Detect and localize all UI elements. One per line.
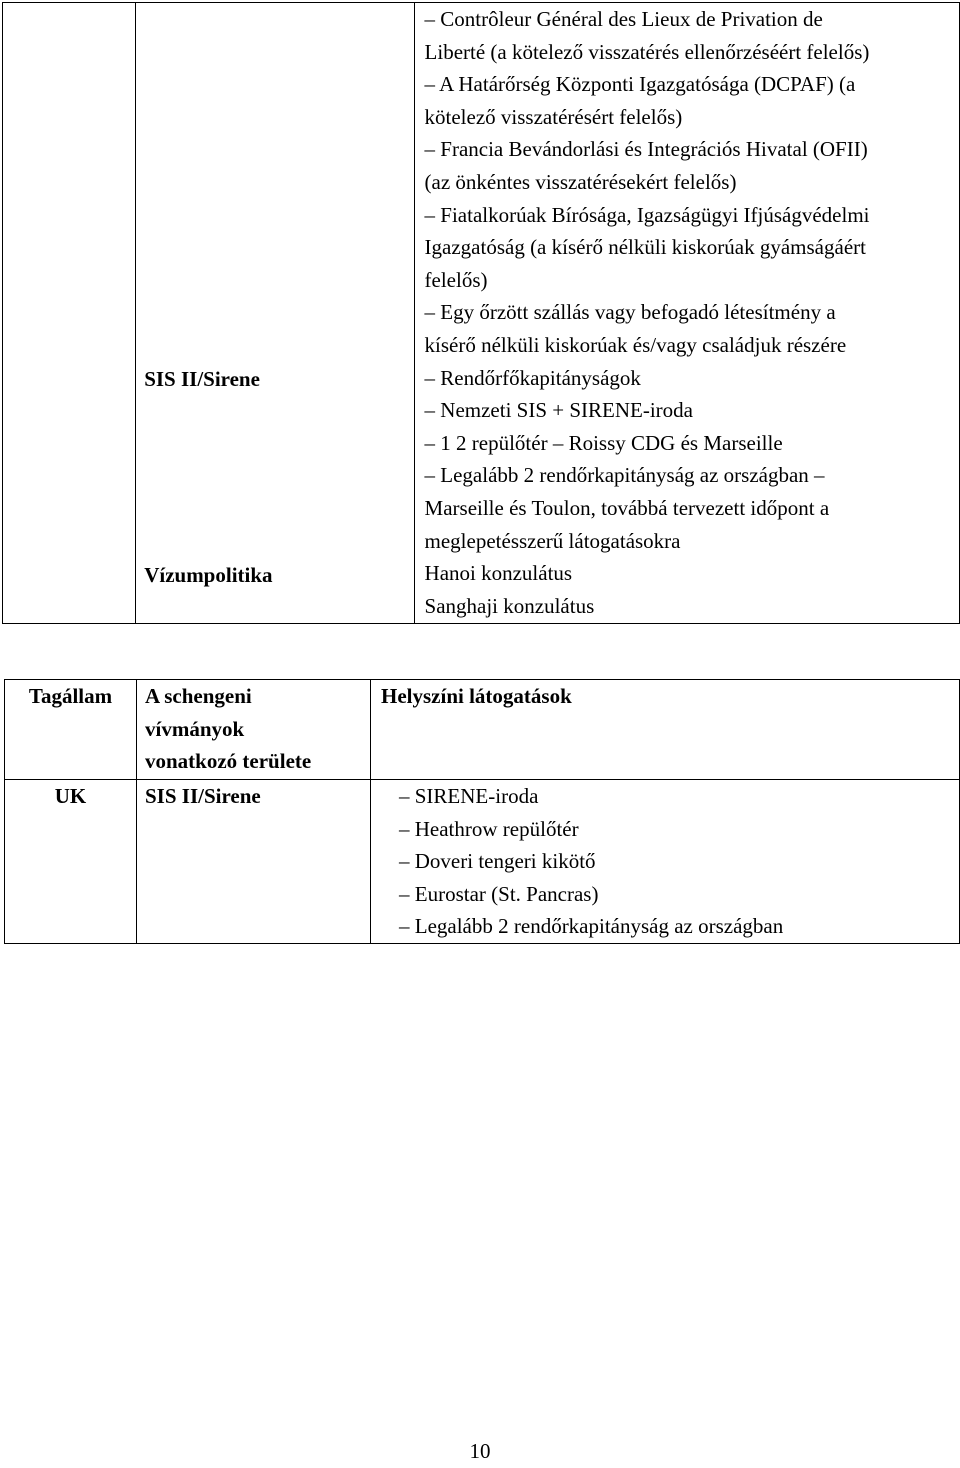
header-site-visits: [371, 680, 960, 780]
site-visits-cell: [371, 780, 960, 944]
header-label: Tagállam: [28, 684, 113, 708]
site-visits-cell: [414, 3, 959, 624]
area-label-sis: SIS II/Sirene: [144, 367, 260, 391]
table-header-row: [5, 680, 960, 780]
header-line: A schengeni: [145, 684, 252, 708]
visit-line: – Heathrow repülőtér: [399, 816, 579, 841]
header-schengen-area: [137, 680, 371, 780]
visit-line: – Egy őrzött szállás vagy befogadó létesítmény a: [424, 300, 836, 325]
visit-line: kötelező visszatérésért felelős): [424, 104, 683, 129]
visit-line: – Rendőrfőkapitányságok: [424, 365, 641, 390]
visit-line: Igazgatóság (a kísérő nélküli kiskorúak gyámságáért: [424, 235, 866, 260]
visit-line: Hanoi konzulátus: [424, 561, 573, 586]
visit-line: – Francia Bevándorlási és Integrációs Hivatal (OFII): [424, 137, 868, 162]
visit-line: kísérő nélküli kiskorúak és/vagy családjuk részére: [424, 332, 847, 357]
schengen-area-cell: [137, 780, 371, 944]
visit-line: Liberté (a kötelező visszatérés ellenőrzéséért felelős): [424, 39, 870, 64]
table-row: [5, 780, 960, 944]
visit-line: meglepetésszerű látogatásokra: [424, 528, 681, 553]
member-state-value: UK: [54, 784, 87, 808]
visit-line: (az önkéntes visszatérésekért felelős): [424, 169, 737, 194]
page-number: 10: [469, 1439, 491, 1463]
visit-line: – Legalább 2 rendőrkapitányság az országban –: [424, 463, 825, 488]
visit-line: – Legalább 2 rendőrkapitányság az országban: [399, 914, 784, 939]
visit-line: Marseille és Toulon, továbbá tervezett időpont a: [424, 495, 830, 520]
area-value: SIS II/Sirene: [145, 784, 261, 808]
visit-line: – Doveri tengeri kikötő: [399, 849, 596, 874]
visit-line: – Nemzeti SIS + SIRENE-iroda: [424, 398, 693, 423]
schengen-area-cell: [136, 3, 414, 624]
header-member-state: [5, 680, 137, 780]
visit-line: felelős): [424, 267, 488, 292]
member-state-cell: [3, 3, 136, 624]
table-continuation: [2, 2, 960, 624]
header-line: vívmányok: [145, 716, 245, 741]
table-uk: [4, 679, 960, 944]
header-line: vonatkozó területe: [145, 749, 312, 774]
visit-line: – SIRENE-iroda: [399, 784, 539, 808]
visit-line: – Fiatalkorúak Bírósága, Igazságügyi Ifjúságvédelmi: [424, 202, 870, 227]
visit-line: – 1 2 repülőtér – Roissy CDG és Marseille: [424, 430, 783, 455]
member-state-cell: [5, 780, 137, 944]
area-label-visa: Vízumpolitika: [144, 563, 273, 587]
visit-line: – A Határőrség Központi Igazgatósága (DCPAF) (a: [424, 72, 856, 97]
header-label: Helyszíni látogatások: [381, 684, 572, 708]
visit-line: Sanghaji konzulátus: [424, 593, 595, 618]
visit-line: – Eurostar (St. Pancras): [399, 881, 599, 906]
table-row: [3, 3, 960, 624]
visit-line: – Contrôleur Général des Lieux de Privation de: [424, 7, 823, 31]
